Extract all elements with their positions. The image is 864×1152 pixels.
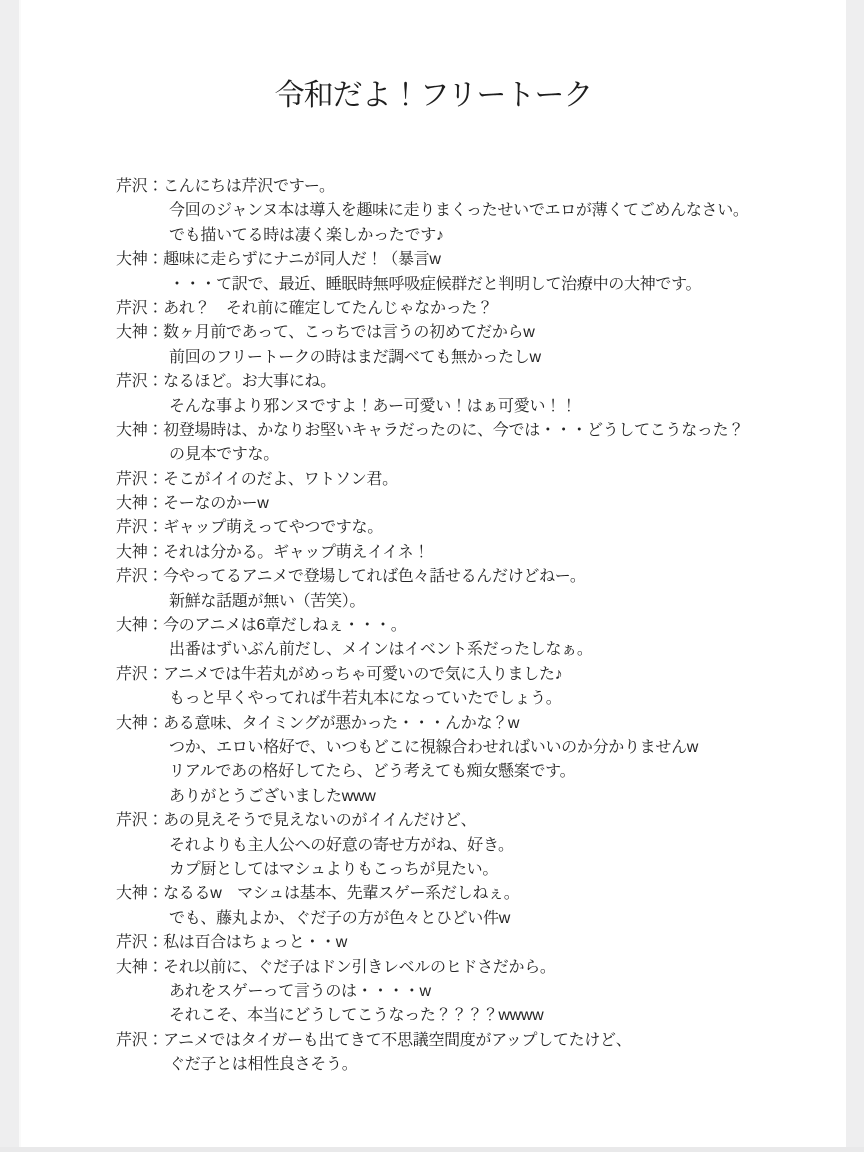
dialogue-line bbox=[116, 809, 816, 833]
dialogue-line bbox=[116, 248, 816, 272]
dialogue-line bbox=[116, 1029, 816, 1053]
dialogue-line bbox=[116, 175, 816, 199]
dialogue-line bbox=[116, 565, 816, 589]
line-text: あれ？ それ前に確定してたんじゃなかった？ bbox=[163, 299, 493, 317]
speaker-label: 大神： bbox=[116, 617, 164, 635]
dialogue-line bbox=[116, 614, 816, 638]
dialogue-line bbox=[116, 321, 816, 345]
dialogue-line: の見本ですな。 bbox=[169, 446, 279, 464]
dialogue-line: つか、エロい格好で、いつもどこに視線合わせればいいのか分かりませんw bbox=[169, 738, 699, 756]
scan-edge-right bbox=[846, 0, 864, 1152]
dialogue-line: リアルであの格好してたら、どう考えても痴女懸案です。 bbox=[169, 763, 576, 781]
dialogue-line bbox=[116, 663, 816, 687]
speaker-label: 大神： bbox=[116, 543, 164, 561]
dialogue-line: ぐだ子とは相性良さそう。 bbox=[169, 1056, 358, 1074]
dialogue-line bbox=[116, 712, 816, 736]
speaker-label: 芹沢： bbox=[116, 568, 164, 586]
speaker-label: 芹沢： bbox=[116, 1031, 164, 1049]
speaker-label: 大神： bbox=[116, 714, 164, 732]
speaker-label: 芹沢： bbox=[116, 934, 164, 952]
line-text: 私は百合はちょっと・・w bbox=[163, 934, 348, 952]
dialogue-line: 前回のフリートークの時はまだ調べても無かったしw bbox=[169, 348, 541, 366]
dialogue-line: あれをスゲーって言うのは・・・・w bbox=[169, 982, 431, 1000]
line-text: なるるw マシュは基本、先輩スゲー系だしねぇ。 bbox=[163, 885, 520, 903]
dialogue-line bbox=[116, 956, 816, 980]
dialogue-line bbox=[116, 931, 816, 955]
document-page bbox=[21, 0, 846, 1147]
speaker-label: 大神： bbox=[116, 885, 164, 903]
dialogue-line bbox=[116, 419, 816, 443]
speaker-label: 大神： bbox=[116, 495, 164, 513]
line-text: なるほど。お大事にね。 bbox=[163, 373, 336, 391]
dialogue-line bbox=[116, 297, 816, 321]
speaker-label: 芹沢： bbox=[116, 373, 164, 391]
speaker-label: 大神： bbox=[116, 324, 164, 342]
speaker-label: 芹沢： bbox=[116, 812, 164, 830]
line-text: あの見えそうで見えないのがイイんだけど、 bbox=[163, 812, 477, 830]
speaker-label: 芹沢： bbox=[116, 519, 164, 537]
line-text: 初登場時は、かなりお堅いキャラだったのに、今では・・・どうしてこうなった？ bbox=[163, 421, 745, 439]
dialogue-line bbox=[116, 541, 816, 565]
line-text: アニメではタイガーも出てきて不思議空間度がアップしてたけど、 bbox=[163, 1031, 632, 1049]
scan-edge-bottom bbox=[0, 1147, 864, 1152]
scan-edge-left bbox=[0, 0, 21, 1152]
speaker-label: 芹沢： bbox=[116, 470, 164, 488]
dialogue-line: 新鮮な話題が無い（苦笑）。 bbox=[169, 592, 366, 610]
speaker-label: 芹沢： bbox=[116, 665, 164, 683]
dialogue-line bbox=[116, 370, 816, 394]
line-text: アニメでは牛若丸がめっちゃ可愛いので気に入りました♪ bbox=[163, 665, 563, 683]
page-title: 令和だよ！フリートーク bbox=[274, 79, 593, 112]
speaker-label: 芹沢： bbox=[116, 299, 164, 317]
dialogue-line: 出番はずいぶん前だし、メインはイベント系だったしなぁ。 bbox=[169, 641, 593, 659]
dialogue-line bbox=[116, 492, 816, 516]
dialogue-line: そんな事より邪ンヌですよ！あー可愛い！はぁ可愛い！！ bbox=[169, 397, 577, 415]
dialogue-line: ありがとうございましたwww bbox=[169, 787, 376, 805]
dialogue-line bbox=[116, 468, 816, 492]
line-text: こんにちは芹沢ですー。 bbox=[163, 178, 335, 195]
line-text: ギャップ萌えってやつですな。 bbox=[163, 519, 383, 537]
speaker-label: 大神： bbox=[116, 421, 164, 439]
speaker-label: 大神： bbox=[116, 958, 164, 976]
speaker-label: 芹沢： bbox=[116, 178, 164, 195]
line-text: そーなのかーw bbox=[163, 495, 269, 513]
line-text: そこがイイのだよ、ワトソン君。 bbox=[163, 470, 398, 488]
line-text: 数ヶ月前であって、こっちでは言うの初めてだからw bbox=[163, 324, 535, 342]
dialogue bbox=[116, 175, 816, 1077]
dialogue-line bbox=[116, 516, 816, 540]
line-text: それは分かる。ギャップ萌えイイネ！ bbox=[163, 543, 430, 561]
dialogue-line bbox=[116, 882, 816, 906]
dialogue-line: もっと早くやってれば牛若丸本になっていたでしょう。 bbox=[169, 690, 562, 708]
dialogue-line: ・・・て訳で、最近、睡眠時無呼吸症候群だと判明して治療中の大神です。 bbox=[169, 275, 702, 293]
line-text: それ以前に、ぐだ子はドン引きレベルのヒドさだから。 bbox=[163, 958, 556, 976]
dialogue-line: カプ厨としてはマシュよりもこっちが見たい。 bbox=[169, 860, 499, 878]
dialogue-line: でも描いてる時は凄く楽しかったです♪ bbox=[169, 226, 444, 244]
line-text: 今のアニメは6章だしねぇ・・・。 bbox=[163, 617, 407, 635]
dialogue-line: それこそ、本当にどうしてこうなった？？？？wwww bbox=[169, 1007, 544, 1025]
dialogue-line: それよりも主人公への好意の寄せ方がね、好き。 bbox=[169, 836, 514, 854]
dialogue-line: でも、藤丸よか、ぐだ子の方が色々とひどい件w bbox=[169, 909, 510, 927]
line-text: 今やってるアニメで登場してれば色々話せるんだけどねー。 bbox=[163, 568, 586, 586]
speaker-label: 大神： bbox=[116, 251, 164, 269]
line-text: 趣味に走らずにナニが同人だ！（暴言w bbox=[163, 251, 441, 269]
dialogue-line: 今回のジャンヌ本は導入を趣味に走りまくったせいでエロが薄くてごめんなさい。 bbox=[169, 202, 749, 220]
line-text: ある意味、タイミングが悪かった・・・んかな？w bbox=[163, 714, 520, 732]
